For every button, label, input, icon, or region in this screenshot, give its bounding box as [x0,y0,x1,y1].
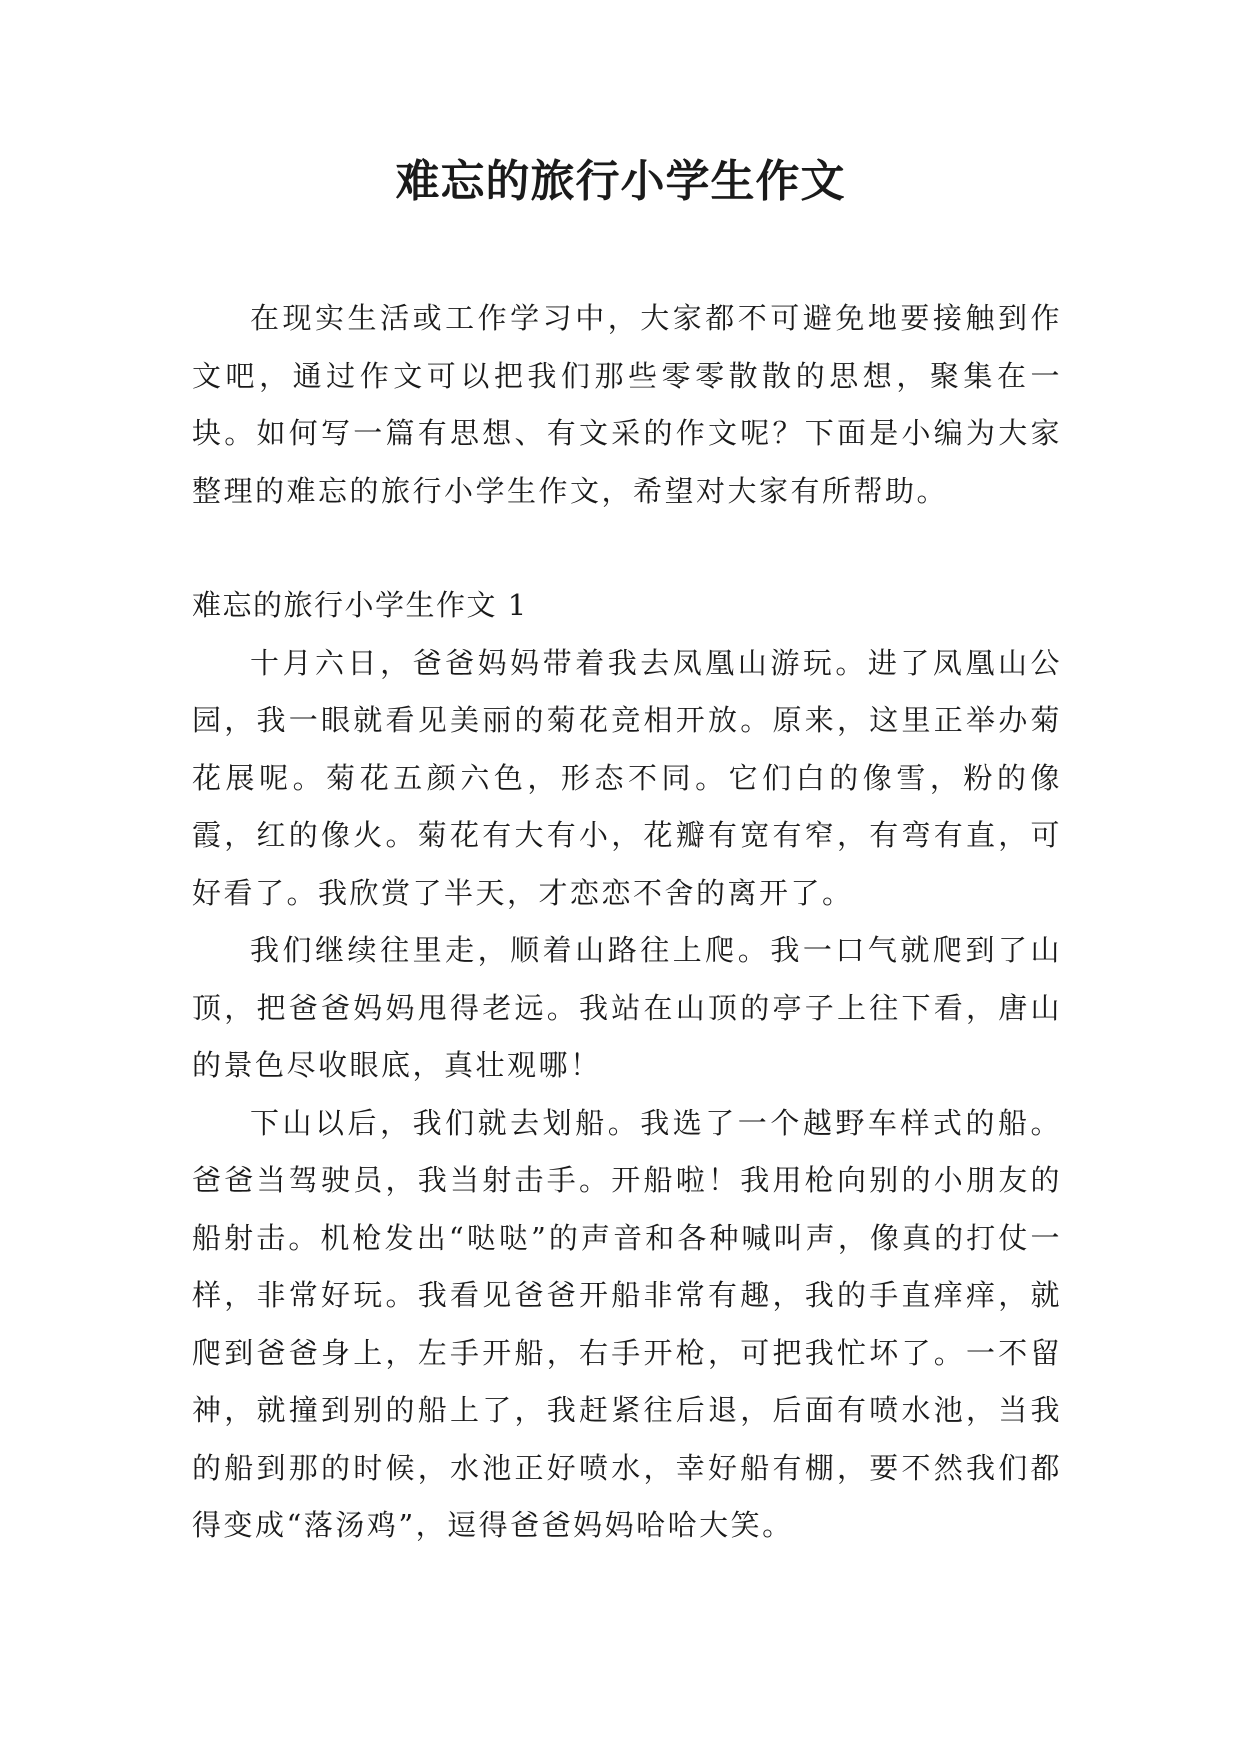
intro-paragraph: 在现实生活或工作学习中，大家都不可避免地要接触到作文吧，通过作文可以把我们那些零零散散的思想，聚集在一块。如何写一篇有思想、有文采的作文呢？下面是小编为大家整理的难忘的旅行小学生作文，希望对大家有所帮助。 [192,301,1062,508]
document-body [192,290,1062,1555]
body-paragraph-2: 我们继续往里走，顺着山路往上爬。我一口气就爬到了山顶，把爸爸妈妈甩得老远。我站在山顶的亭子上往下看，唐山的景色尽收眼底，真壮观哪！ [192,933,1062,1082]
body-paragraph-3: 下山以后，我们就去划船。我选了一个越野车样式的船。爸爸当驾驶员，我当射击手。开船啦！我用枪向别的小朋友的船射击。机枪发出“哒哒”的声音和各种喊叫声，像真的打仗一样，非常好玩。我看见爸爸开船非常有趣，我的手直痒痒，就爬到爸爸身上，左手开船，右手开枪，可把我忙坏了。一不留神，就撞到别的船上了，我赶紧往后退，后面有喷水池，当我的船到那的时候，水池正好喷水，幸好船有棚，要不然我们都得变成“落汤鸡”，逗得爸爸妈妈哈哈大笑。 [192,1105,1062,1542]
section-heading: 难忘的旅行小学生作文 1 [192,588,528,622]
document-title: 难忘的旅行小学生作文 [395,156,846,207]
body-paragraph-1: 十月六日，爸爸妈妈带着我去凤凰山游玩。进了凤凰山公园，我一眼就看见美丽的菊花竞相开放。原来，这里正举办菊花展呢。菊花五颜六色，形态不同。它们白的像雪，粉的像霞，红的像火。菊花有大有小，花瓣有宽有窄，有弯有直，可好看了。我欣赏了半天，才恋恋不舍的离开了。 [192,645,1062,910]
